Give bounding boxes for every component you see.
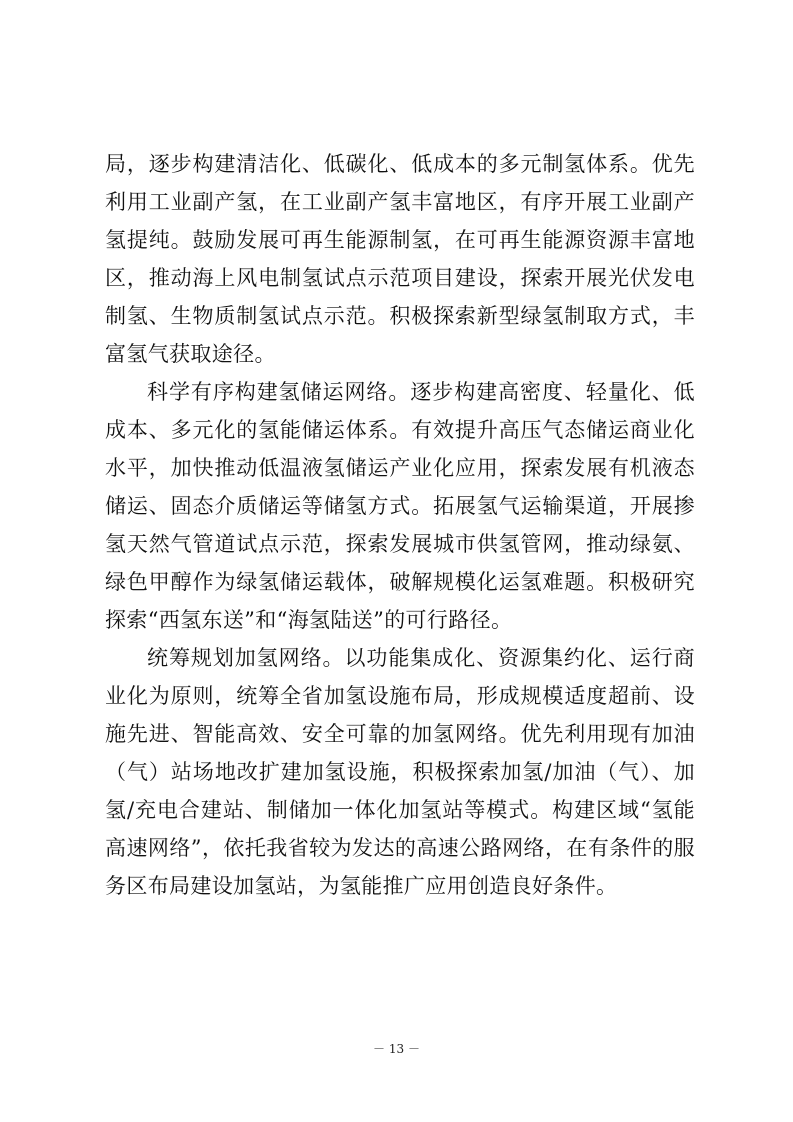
- page-number: － 13 －: [373, 1042, 420, 1056]
- paragraph-hydrogen-storage-transport: 科学有序构建氢储运网络。逐步构建高密度、轻量化、低成本、多元化的氢能储运体系。有效提升高压气态储运商业化水平，加快推动低温液氢储运产业化应用，探索发展有机液态储运、固态介质储运等储氢方式。拓展氢气运输渠道，开展掺氢天然气管道试点示范，探索发展城市供氢管网，推动绿氨、绿色甲醇作为绿氢储运载体，破解规模化运氢难题。积极研究探索“西氢东送”和“海氢陆送”的可行路径。: [105, 380, 695, 632]
- paragraph-continuation: 局，逐步构建清洁化、低碳化、低成本的多元制氢体系。优先利用工业副产氢，在工业副产氢丰富地区，有序开展工业副产氢提纯。鼓励发展可再生能源制氢，在可再生能源资源丰富地区，推动海上风电制氢试点示范项目建设，探索开展光伏发电制氢、生物质制氢试点示范。积极探索新型绿氢制取方式，丰富氢气获取途径。: [105, 152, 695, 366]
- paragraph-hydrogen-refueling-network: 统筹规划加氢网络。以功能集成化、资源集约化、运行商业化为原则，统筹全省加氢设施布局，形成规模适度超前、设施先进、智能高效、安全可靠的加氢网络。优先利用现有加油（气）站场地改扩建加氢设施，积极探索加氢/加油（气）、加氢/充电合建站、制储加一体化加氢站等模式。构建区域“氢能高速网络”，依托我省较为发达的高速公路网络，在有条件的服务区布局建设加氢站，为氢能推广应用创造良好条件。: [105, 646, 695, 898]
- body-text: [105, 145, 695, 905]
